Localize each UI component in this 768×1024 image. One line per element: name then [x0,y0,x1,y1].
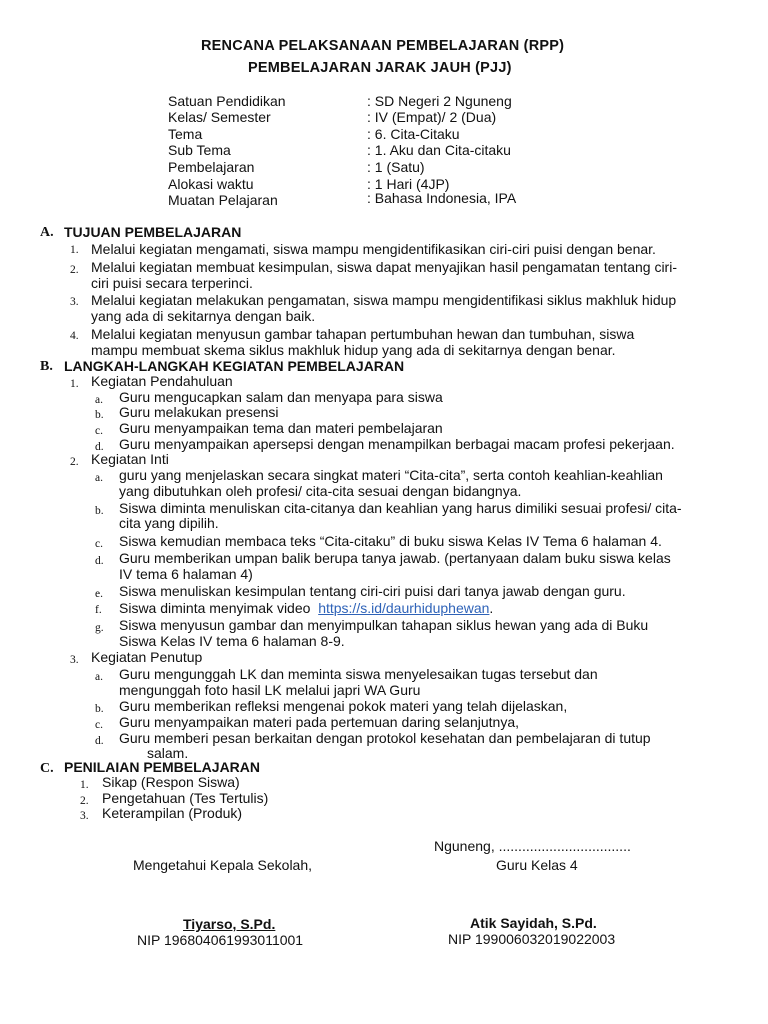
list-item: Guru memberi pesan berkaitan dengan protokol kesehatan dan pembelajaran di tutup [119,730,651,746]
list-number: 1. [80,779,89,791]
list-letter: b. [95,409,104,421]
section-letter: C. [40,761,54,776]
video-link[interactable]: https://s.id/daurhiduphewan [318,600,490,616]
list-item: Siswa menyusun gambar dan menyimpulkan tahapan siklus hewan yang ada di Buku [119,617,649,633]
list-item: Siswa diminta menuliskan cita-citanya dan keahlian yang harus dimiliki sesuai profesi/ cita- [119,500,682,516]
list-number: 3. [80,810,89,822]
document-title: RENCANA PELAKSANAAN PEMBELAJARAN (RPP) [201,38,565,54]
identity-value: : SD Negeri 2 Nguneng [367,93,512,109]
list-letter: a. [95,394,103,406]
list-item-continuation: salam. [147,745,189,761]
right-signer-nip: NIP 199006032019022003 [448,931,616,947]
list-item: Siswa kemudian membaca teks “Cita-citaku” di buku siswa Kelas IV Tema 6 halaman 4. [119,533,662,549]
left-signer-name: Tiyarso, S.Pd. [183,916,276,932]
section-letter: A. [40,225,54,240]
list-number: 1. [70,378,79,390]
list-item-continuation: ciri puisi secara terperinci. [91,275,253,291]
list-letter: g. [95,622,104,634]
list-item: Guru mengucapkan salam dan menyapa para siswa [119,389,443,405]
list-letter: c. [95,719,103,731]
list-number: 4. [70,330,79,342]
section-letter: B. [40,359,53,374]
right-signer-role: Guru Kelas 4 [496,857,578,873]
list-number: 3. [70,654,79,666]
list-item-continuation: mengunggah foto hasil LK melalui japri WA Guru [119,682,421,698]
list-letter: b. [95,505,104,517]
identity-label: Kelas/ Semester [168,109,271,125]
list-item-continuation: yang ada di sekitarnya dengan baik. [91,308,316,324]
list-item: Guru melakukan presensi [119,404,279,420]
list-item-continuation: yang dibutuhkan oleh profesi/ cita-cita sesuai dengan bidangnya. [119,483,522,499]
left-signer-role: Mengetahui Kepala Sekolah, [133,857,313,873]
list-item-continuation: Siswa Kelas IV tema 6 halaman 8-9. [119,633,345,649]
list-number: 3. [70,296,79,308]
list-item-continuation: cita yang dipilih. [119,515,219,531]
list-number: 1. [70,244,79,256]
list-item: Melalui kegiatan mengamati, siswa mampu mengidentifikasikan ciri-ciri puisi dengan benar. [91,241,656,257]
group-title: Kegiatan Inti [91,451,169,467]
list-item: Guru menyampaikan materi pada pertemuan daring selanjutnya, [119,714,520,730]
right-signer-name: Atik Sayidah, S.Pd. [470,915,597,931]
list-item: Guru memberikan umpan balik berupa tanya jawab. (pertanyaan dalam buku siswa kelas [119,550,671,566]
document-subtitle: PEMBELAJARAN JARAK JAUH (PJJ) [248,60,512,76]
list-item [119,600,493,616]
list-item: Melalui kegiatan menyusun gambar tahapan pertumbuhan hewan dan tumbuhan, siswa [91,326,635,342]
list-number: 2. [70,456,79,468]
section-heading: TUJUAN PEMBELAJARAN [64,224,242,240]
place-date: Nguneng, .................................. [434,838,631,854]
identity-value: : 1 (Satu) [367,159,425,175]
list-letter: b. [95,703,104,715]
left-signer-nip: NIP 196804061993011001 [137,932,304,948]
list-item: Sikap (Respon Siswa) [102,774,240,790]
identity-label: Alokasi waktu [168,176,254,192]
identity-value: : IV (Empat)/ 2 (Dua) [367,109,497,125]
list-item: Guru menyampaikan tema dan materi pembelajaran [119,420,443,436]
list-item: Melalui kegiatan membuat kesimpulan, siswa dapat menyajikan hasil pengamatan tentang ciri- [91,259,677,275]
list-item: Guru mengunggah LK dan meminta siswa menyelesaikan tugas tersebut dan [119,666,598,682]
list-item: guru yang menjelaskan secara singkat materi “Cita-cita”, serta contoh keahlian-keahlian [119,467,663,483]
identity-label: Tema [168,126,203,142]
list-letter: d. [95,735,104,747]
list-item: Guru memberikan refleksi mengenai pokok materi yang telah dijelaskan, [119,698,568,714]
list-number: 2. [80,795,89,807]
identity-value: : 6. Cita-Citaku [367,126,460,142]
identity-label: Pembelajaran [168,159,255,175]
section-heading: LANGKAH-LANGKAH KEGIATAN PEMBELAJARAN [64,358,405,374]
identity-label: Satuan Pendidikan [168,93,286,109]
list-item: Pengetahuan (Tes Tertulis) [102,790,269,806]
list-item: Melalui kegiatan melakukan pengamatan, siswa mampu mengidentifikasi siklus makhluk hidup [91,292,677,308]
list-item-period: . [489,600,494,616]
list-number: 2. [70,264,79,276]
group-title: Kegiatan Penutup [91,649,203,665]
identity-label: Muatan Pelajaran [168,192,278,208]
list-item: Siswa menuliskan kesimpulan tentang ciri-ciri puisi dari tanya jawab dengan guru. [119,583,626,599]
list-letter: c. [95,538,103,550]
list-item-continuation: mampu membuat skema siklus makhluk hidup yang ada di sekitarnya dengan benar. [91,342,616,358]
list-letter: d. [95,555,104,567]
list-item: Guru menyampaikan apersepsi dengan menampilkan berbagai macam profesi pekerjaan. [119,436,675,452]
list-item-continuation: IV tema 6 halaman 4) [119,566,253,582]
identity-label: Sub Tema [168,142,231,158]
list-letter: f. [95,604,102,616]
list-item: Keterampilan (Produk) [102,805,243,821]
list-letter: e. [95,588,103,600]
identity-value: : 1. Aku dan Cita-citaku [367,142,511,158]
list-item-text: Siswa diminta menyimak video [119,600,311,616]
identity-value: : 1 Hari (4JP) [367,176,450,192]
list-letter: a. [95,472,103,484]
list-letter: d. [95,441,104,453]
list-letter: c. [95,425,103,437]
list-letter: a. [95,671,103,683]
section-heading: PENILAIAN PEMBELAJARAN [64,759,261,775]
group-title: Kegiatan Pendahuluan [91,373,233,389]
identity-value: : Bahasa Indonesia, IPA [367,190,517,206]
